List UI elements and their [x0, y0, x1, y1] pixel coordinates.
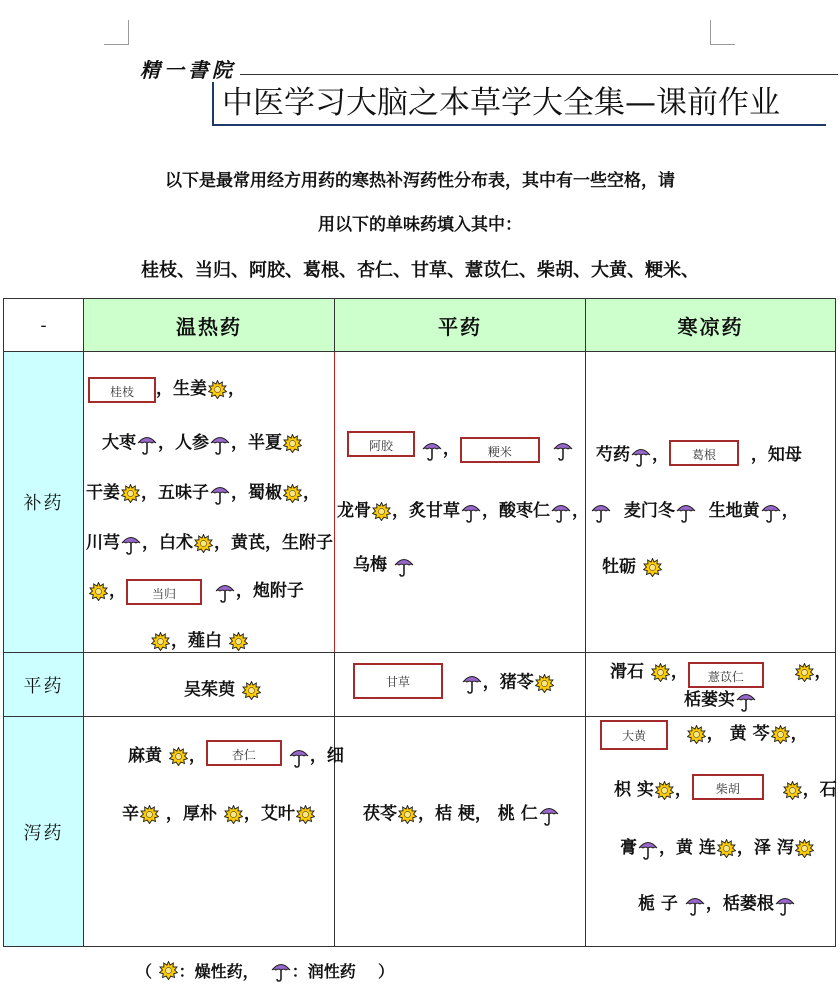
herb-text: ，人参: [158, 433, 209, 453]
herb-text: ，: [188, 746, 206, 766]
cell-neutral-neutral: [335, 653, 586, 717]
sun-icon: [140, 805, 159, 824]
herb-text: 乌梅: [353, 555, 387, 575]
crop-mark-left: [104, 20, 129, 45]
herb-text: ，炮附子: [235, 581, 304, 601]
row-header-neutral: 平药: [4, 653, 84, 717]
herb-text: 生地黄: [708, 501, 760, 521]
herb-text: ，黄芪，生附子: [214, 533, 333, 553]
sun-icon: [651, 663, 670, 682]
herb-text: ，生姜: [156, 379, 207, 399]
cell-tonify-neutral: [335, 352, 589, 653]
herb-text: ，白术: [142, 533, 193, 553]
crop-mark-right: [710, 20, 735, 45]
sun-icon: [783, 781, 802, 800]
cell-tonify-cold: [586, 352, 836, 653]
umbrella-icon: [539, 804, 559, 826]
herb-text: 膏: [620, 838, 637, 858]
blank-box[interactable]: 葛根: [669, 440, 739, 466]
herb-text: ，: [790, 724, 808, 744]
sun-icon: [194, 534, 213, 553]
umbrella-icon: [462, 672, 482, 694]
herb-text: ，细: [309, 746, 344, 766]
sun-icon: [372, 502, 391, 521]
row-header-purge: 泻药: [4, 717, 84, 947]
herb-text: 干姜: [86, 483, 120, 503]
intro-herb-list: 桂枝、当归、阿胶、葛根、杏仁、甘草、薏苡仁、柴胡、大黄、粳米、: [141, 260, 699, 281]
cell-purge-warm: [84, 717, 344, 947]
legend-close: ）: [378, 962, 395, 981]
umbrella-icon: [271, 960, 291, 982]
herb-text: 大枣: [102, 433, 136, 453]
umbrella-icon: [775, 894, 795, 916]
herb-text: 吴茱萸: [184, 680, 235, 700]
sun-icon: [224, 805, 243, 824]
herb-text: ，: [442, 439, 460, 459]
brand-name: 精一書院: [140, 58, 236, 82]
sun-icon: [151, 632, 170, 651]
umbrella-icon: [591, 501, 611, 523]
sun-icon: [169, 747, 188, 766]
herb-text: ，: [814, 662, 832, 682]
umbrella-icon: [461, 501, 481, 523]
intro-line-1: 以下是最常用经方用药的寒热补泻药性分布表，其中有一些空格，请: [165, 171, 675, 191]
umbrella-icon: [685, 894, 705, 916]
blank-box[interactable]: 粳米: [460, 437, 540, 463]
sun-icon: [242, 681, 261, 700]
herb-text: ，艾叶: [243, 804, 295, 824]
table-corner: -: [4, 299, 84, 352]
herb-text: 滑石: [610, 662, 644, 682]
blank-box[interactable]: 桂枝: [88, 377, 156, 403]
herb-text: 麻黄: [128, 746, 162, 766]
herb-text: 牡砺: [602, 557, 636, 577]
herb-text: ， 黄 芩: [706, 724, 770, 744]
umbrella-icon: [676, 501, 696, 523]
umbrella-icon: [210, 433, 230, 455]
herb-text: ，炙甘草: [392, 501, 460, 521]
sun-icon: [89, 582, 108, 601]
sun-icon: [229, 632, 248, 651]
herb-text: 栝蒌实: [684, 690, 735, 710]
herb-text: ，: [670, 662, 688, 682]
herb-text: ，: [781, 501, 799, 521]
cell-neutral-warm: [84, 653, 335, 717]
umbrella-icon: [121, 533, 141, 555]
umbrella-icon: [215, 581, 235, 603]
sun-icon: [643, 558, 662, 577]
cell-tonify-warm: [84, 352, 335, 653]
legend-dry-label: ：燥性药，: [178, 962, 259, 981]
blank-box[interactable]: 薏苡仁: [688, 662, 764, 688]
blank-box[interactable]: 甘草: [353, 663, 443, 699]
cell-neutral-cold: [586, 653, 836, 717]
sun-icon: [717, 839, 736, 858]
umbrella-icon: [553, 439, 573, 461]
row-header-tonify: 补药: [4, 352, 84, 653]
umbrella-icon: [638, 838, 658, 860]
sun-icon: [283, 484, 302, 503]
legend-open: （: [136, 962, 153, 981]
sun-icon: [159, 961, 178, 980]
herb-text: ，泽 泻: [736, 838, 794, 858]
blank-box[interactable]: 阿胶: [347, 431, 415, 457]
herb-text: ，: [109, 581, 126, 601]
herb-text: ，: [652, 445, 669, 465]
herb-text: ，知母: [750, 445, 802, 465]
page-title: 中医学习大脑之本草学大全集—课前作业: [212, 82, 826, 126]
herb-text: ，厚朴: [165, 804, 217, 824]
sun-icon: [795, 839, 814, 858]
herb-text: ，薤白: [171, 631, 222, 651]
herb-property-table: [3, 298, 836, 947]
herb-text: ，酸枣仁: [482, 501, 550, 521]
herb-text: 川芎: [86, 533, 120, 553]
herb-text: 麦门冬: [623, 501, 675, 521]
column-header-neutral: 平药: [335, 299, 586, 352]
sun-icon: [771, 725, 790, 744]
umbrella-icon: [137, 433, 157, 455]
umbrella-icon: [422, 439, 442, 461]
herb-text: 芍药: [596, 445, 630, 465]
herb-text: ，五味子: [141, 483, 209, 503]
herb-text: ，: [674, 780, 692, 800]
herb-text: ，黄 连: [659, 838, 716, 858]
herb-text: 茯苓: [363, 804, 397, 824]
herb-text: 龙骨: [337, 501, 371, 521]
herb-text: ，: [572, 501, 589, 521]
herb-text: 栀 子: [638, 894, 678, 914]
blank-box[interactable]: 当归: [126, 579, 202, 605]
umbrella-icon: [631, 445, 651, 467]
sun-icon: [296, 805, 315, 824]
cell-purge-neutral: [335, 717, 586, 947]
intro-line-2: 用以下的单味药填入其中：: [318, 215, 522, 235]
blank-box[interactable]: 大黄: [600, 720, 668, 750]
herb-text: ，猪苓: [482, 672, 534, 693]
herb-text: ，半夏: [231, 433, 282, 453]
sun-icon: [121, 484, 140, 503]
column-header-warm: 温热药: [84, 299, 335, 352]
herb-text: 桃 仁: [497, 804, 538, 824]
herb-text: ，桔 梗，: [418, 804, 492, 824]
sun-icon: [208, 380, 227, 399]
sun-icon: [795, 663, 814, 682]
umbrella-icon: [736, 690, 756, 712]
umbrella-icon: [210, 483, 230, 505]
herb-text: 枳 实: [614, 780, 654, 800]
umbrella-icon: [761, 501, 781, 523]
herb-text: ，栝蒌根: [705, 894, 774, 914]
sun-icon: [687, 725, 706, 744]
blank-box[interactable]: 柴胡: [692, 774, 764, 800]
sun-icon: [535, 674, 554, 693]
sun-icon: [398, 805, 417, 824]
herb-text: 辛: [122, 804, 139, 824]
herb-text: ，蜀椒: [231, 483, 282, 503]
sun-icon: [283, 434, 302, 453]
herb-text: ，石: [802, 780, 837, 800]
umbrella-icon: [289, 746, 309, 768]
sun-icon: [655, 781, 674, 800]
herb-text: ，: [228, 379, 245, 399]
cell-purge-cold: [586, 717, 836, 947]
herb-text: ，: [303, 483, 320, 503]
blank-box[interactable]: 杏仁: [206, 740, 282, 766]
umbrella-icon: [394, 555, 414, 577]
legend: [136, 959, 394, 982]
column-header-cold: 寒凉药: [586, 299, 836, 352]
umbrella-icon: [551, 501, 571, 523]
legend-moist-label: ：润性药: [291, 962, 356, 981]
header-rule: [240, 74, 838, 75]
